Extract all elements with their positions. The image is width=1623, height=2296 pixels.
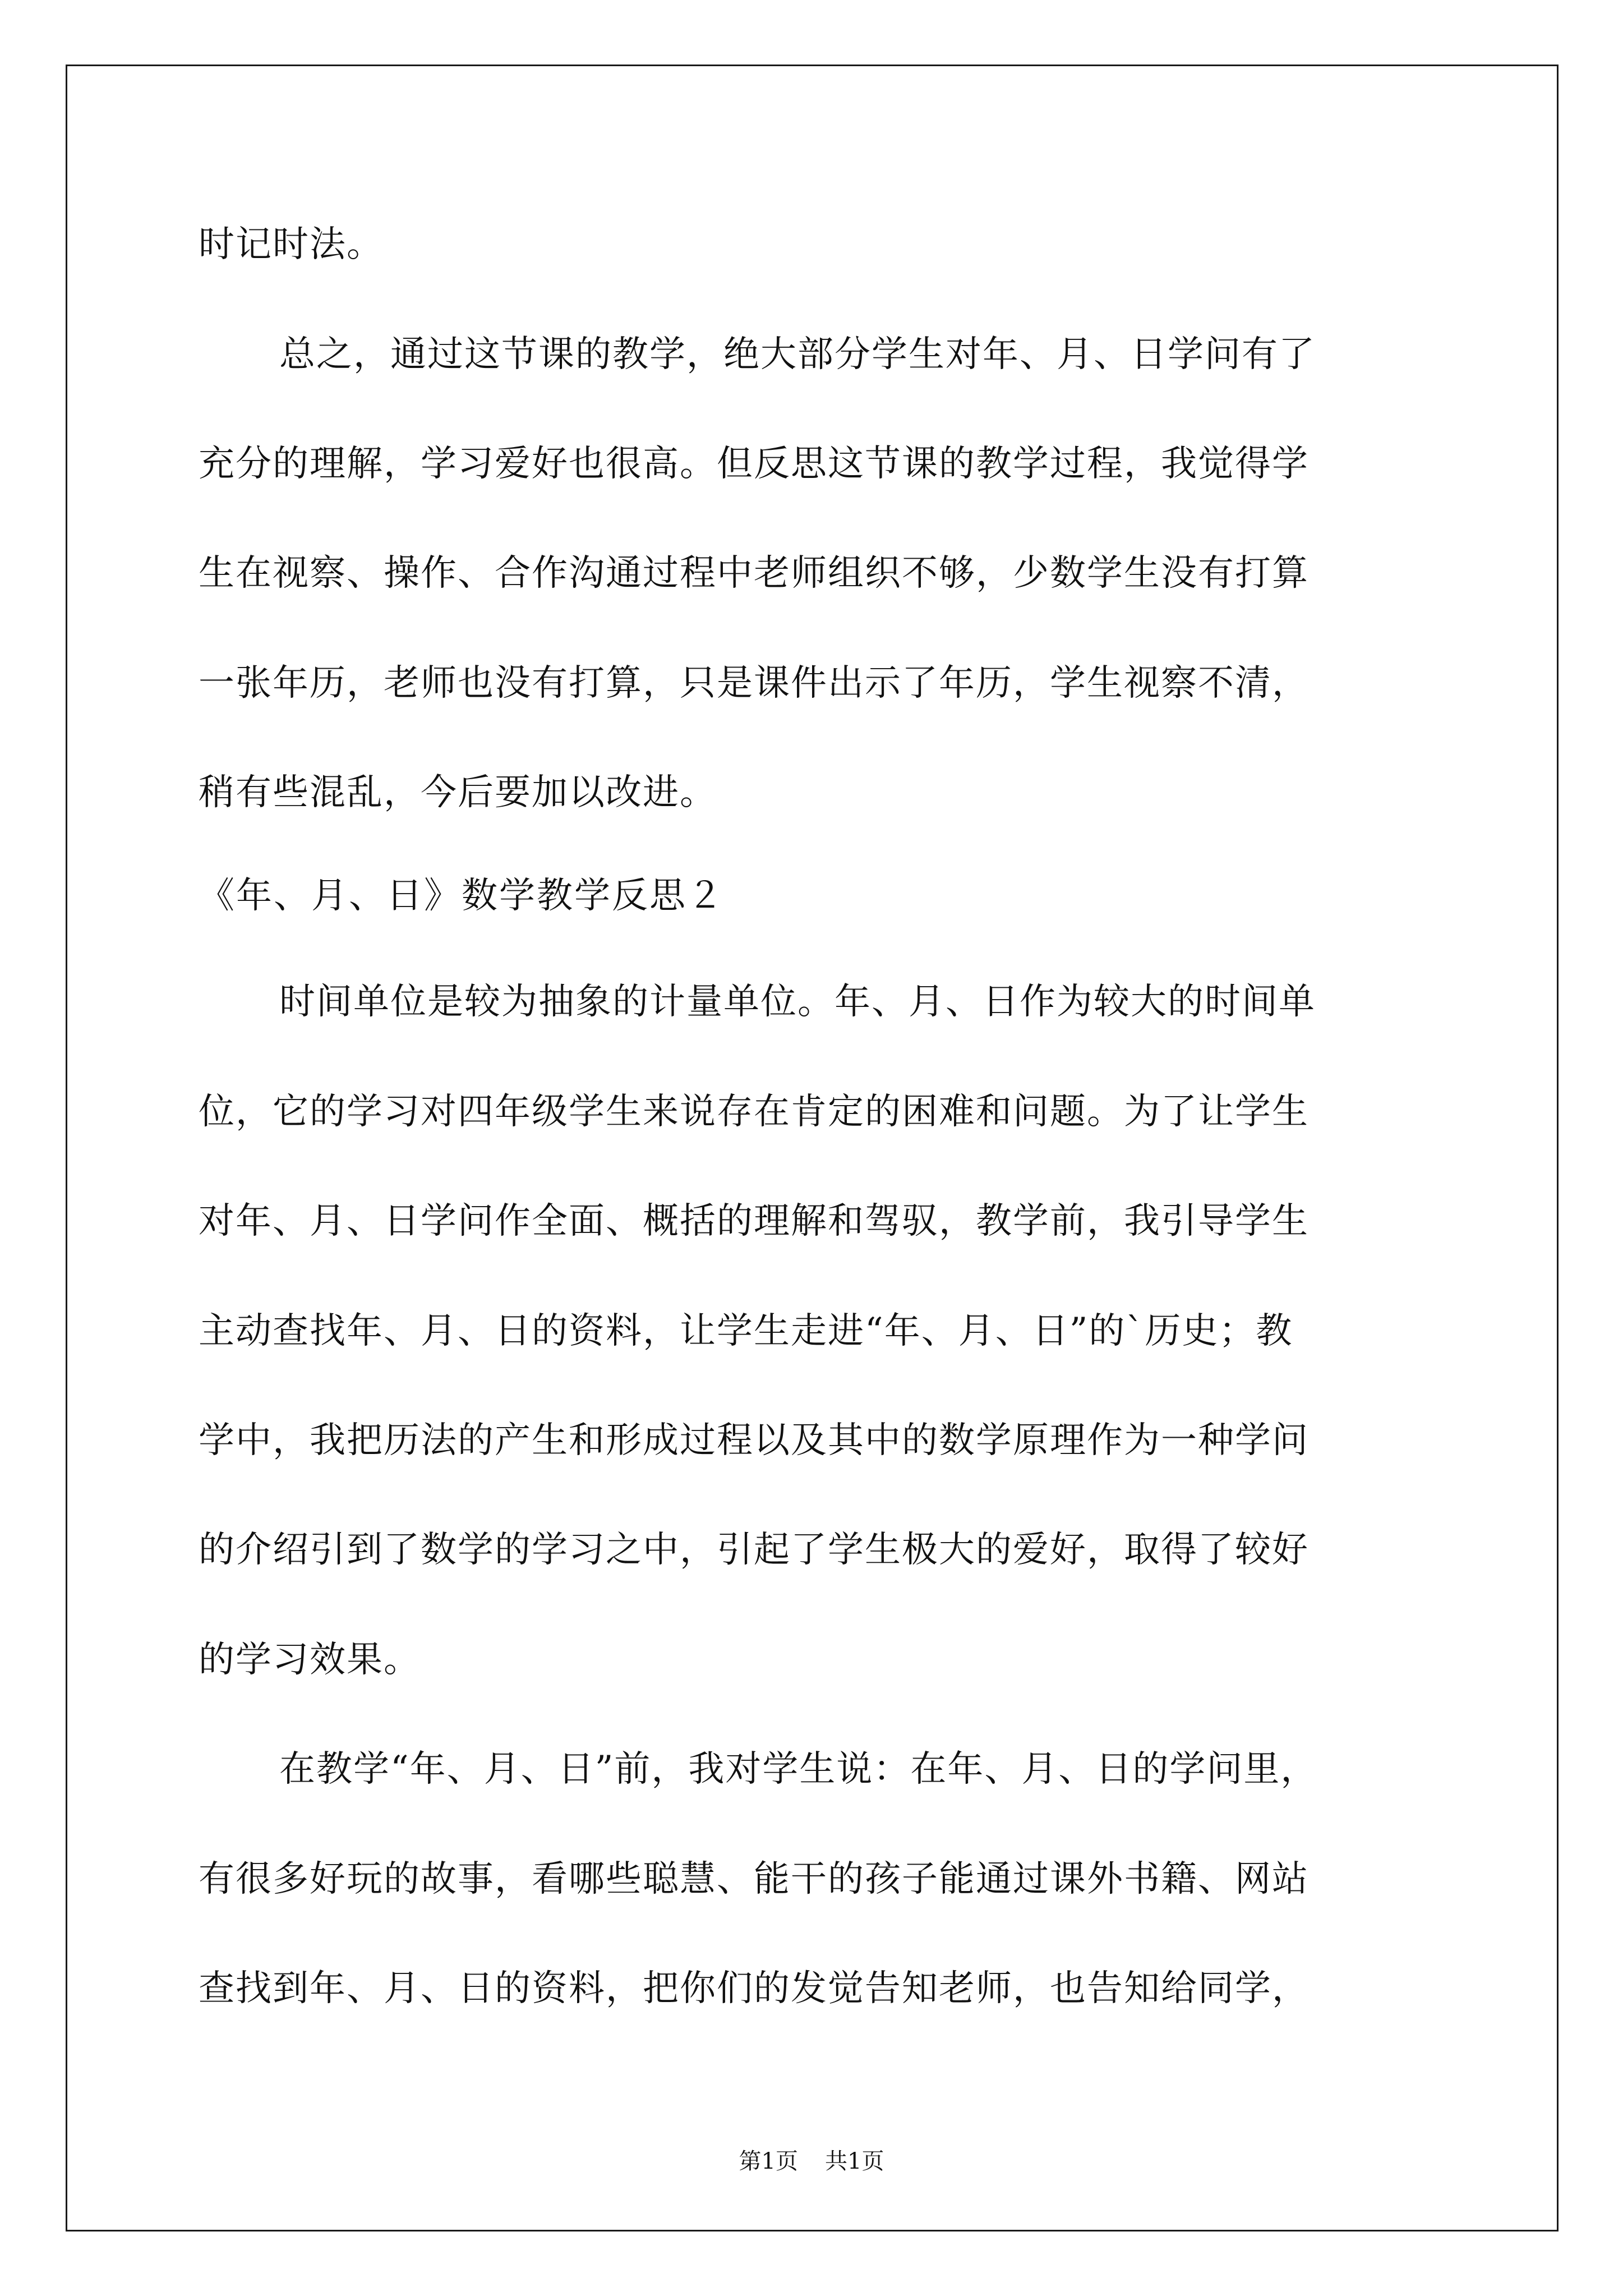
- paragraph-first-line: 时间单位是较为抽象的计量单位。年、月、日作为较大的时间单: [279, 981, 1316, 1023]
- text-line: 一张年历，老师也没有打算，只是课件出示了年历，学生视察不清，: [199, 662, 1309, 704]
- page-footer: [0, 2150, 1623, 2173]
- text-line: 充分的理解，学习爱好也很高。但反思这节课的教学过程，我觉得学: [199, 443, 1309, 485]
- page-border: [66, 65, 1559, 2231]
- text-line: 对年、月、日学问作全面、概括的理解和驾驭，教学前，我引导学生: [199, 1200, 1309, 1242]
- text-line: 生在视察、操作、合作沟通过程中老师组织不够，少数学生没有打算: [199, 553, 1309, 594]
- section-heading: 《年、月、日》数学教学反思２: [199, 875, 725, 917]
- paragraph-first-line: 在教学“年、月、日”前，我对学生说：在年、月、日的学问里，: [279, 1749, 1318, 1790]
- text-line: 稍有些混乱，今后要加以改进。: [199, 772, 717, 813]
- page-number: 第1页: [739, 2148, 798, 2174]
- text-line: 查找到年、月、日的资料，把你们的发觉告知老师，也告知给同学，: [199, 1968, 1309, 2009]
- text-line: 时记时法。: [199, 224, 384, 265]
- page-total: 共1页: [825, 2148, 884, 2174]
- text-line: 主动查找年、月、日的资料，让学生走进“年、月、日”的`历史；教: [199, 1310, 1293, 1352]
- text-line: 有很多好玩的故事，看哪些聪慧、能干的孩子能通过课外书籍、网站: [199, 1858, 1309, 1900]
- text-line: 位，它的学习对四年级学生来说存在肯定的困难和问题。为了让学生: [199, 1091, 1309, 1133]
- text-line: 学中，我把历法的产生和形成过程以及其中的数学原理作为一种学问: [199, 1420, 1309, 1461]
- text-line: 的学习效果。: [199, 1639, 421, 1681]
- text-line: 的介绍引到了数学的学习之中，引起了学生极大的爱好，取得了较好: [199, 1529, 1309, 1571]
- paragraph-first-line: 总之，通过这节课的教学，绝大部分学生对年、月、日学问有了: [279, 334, 1316, 375]
